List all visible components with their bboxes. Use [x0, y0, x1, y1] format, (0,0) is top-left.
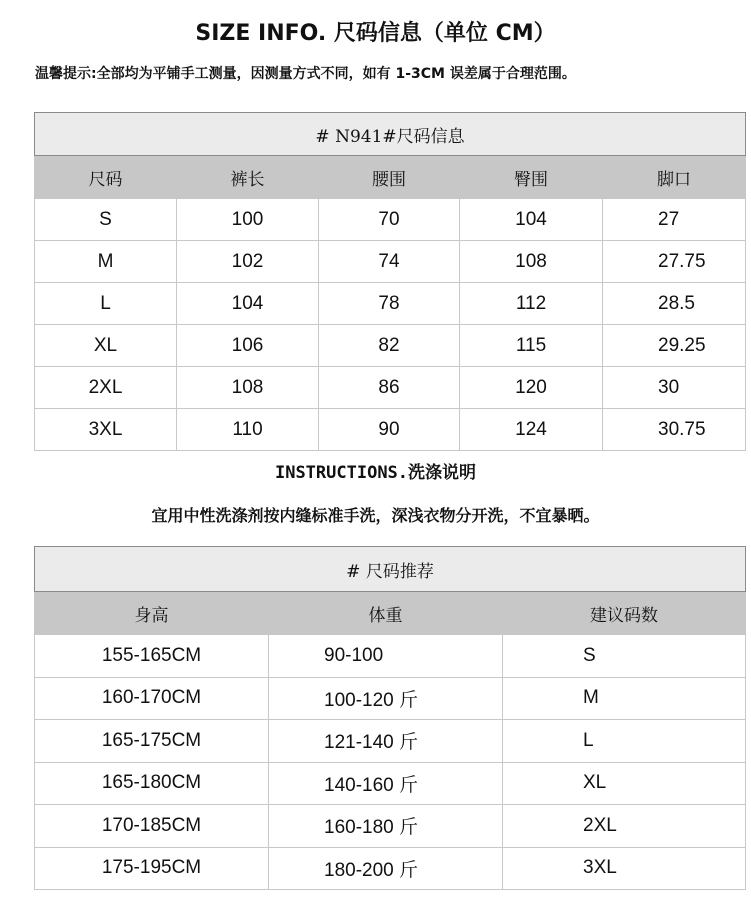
weight-cell: 160-180 斤 [269, 805, 503, 848]
size-cell: XL [35, 325, 177, 367]
leg-opening-cell: 27 [603, 199, 746, 241]
header-size: 尺码 [35, 156, 177, 199]
table-row [35, 241, 746, 283]
height-cell: 160-170CM [35, 677, 269, 720]
height-cell: 175-195CM [35, 847, 269, 890]
header-leg-opening: 脚口 [603, 156, 746, 199]
hip-cell: 115 [460, 325, 603, 367]
leg-opening-cell: 27.75 [603, 241, 746, 283]
waist-cell: 86 [319, 367, 460, 409]
header-hip: 臀围 [460, 156, 603, 199]
height-cell: 165-175CM [35, 720, 269, 763]
weight-cell: 100-120 斤 [269, 677, 503, 720]
leg-opening-cell: 29.25 [603, 325, 746, 367]
height-cell: 165-180CM [35, 762, 269, 805]
page-title: SIZE INFO. 尺码信息（单位 CM） [195, 21, 556, 46]
weight-cell: 180-200 斤 [269, 847, 503, 890]
waist-cell: 70 [319, 199, 460, 241]
weight-cell: 121-140 斤 [269, 720, 503, 763]
size-cell: M [35, 241, 177, 283]
size-cell: 3XL [35, 409, 177, 451]
header-recommended-size: 建议码数 [503, 592, 746, 635]
table-row [35, 409, 746, 451]
recommended-size-cell: 3XL [503, 847, 746, 890]
recommended-size-cell: M [503, 677, 746, 720]
hip-cell: 108 [460, 241, 603, 283]
table-row [35, 805, 746, 848]
hip-cell: 104 [460, 199, 603, 241]
instructions-text: 宜用中性洗涤剂按内缝标准手洗，深浅衣物分开洗，不宜暴晒。 [151, 506, 600, 525]
table-row [35, 367, 746, 409]
weight-cell: 140-160 斤 [269, 762, 503, 805]
waist-cell: 78 [319, 283, 460, 325]
length-cell: 104 [177, 283, 319, 325]
size-info-table [34, 112, 746, 451]
table-row [35, 635, 746, 678]
recommended-size-cell: L [503, 720, 746, 763]
height-cell: 170-185CM [35, 805, 269, 848]
length-cell: 110 [177, 409, 319, 451]
table-row [35, 283, 746, 325]
recommended-size-cell: XL [503, 762, 746, 805]
size-recommendation-table [34, 546, 746, 890]
instructions-title: INSTRUCTIONS.洗涤说明 [274, 463, 477, 483]
size-cell: S [35, 199, 177, 241]
length-cell: 100 [177, 199, 319, 241]
hip-cell: 112 [460, 283, 603, 325]
table-row [35, 199, 746, 241]
size-cell: L [35, 283, 177, 325]
height-cell: 155-165CM [35, 635, 269, 678]
table-row [35, 762, 746, 805]
recommended-size-cell: 2XL [503, 805, 746, 848]
table-row [35, 847, 746, 890]
waist-cell: 74 [319, 241, 460, 283]
size-table-caption: # N941#尺码信息 [35, 113, 746, 156]
leg-opening-cell: 28.5 [603, 283, 746, 325]
weight-cell: 90-100 [269, 635, 503, 678]
waist-cell: 90 [319, 409, 460, 451]
length-cell: 108 [177, 367, 319, 409]
table-row [35, 325, 746, 367]
hip-cell: 124 [460, 409, 603, 451]
measurement-notice: 温馨提示:全部均为平铺手工测量，因测量方式不同，如有 1-3CM 误差属于合理范围。 [35, 66, 576, 82]
table-row [35, 677, 746, 720]
size-cell: 2XL [35, 367, 177, 409]
length-cell: 106 [177, 325, 319, 367]
waist-cell: 82 [319, 325, 460, 367]
length-cell: 102 [177, 241, 319, 283]
header-waist: 腰围 [319, 156, 460, 199]
header-length: 裤长 [177, 156, 319, 199]
recommend-table-caption: # 尺码推荐 [35, 547, 746, 592]
leg-opening-cell: 30.75 [603, 409, 746, 451]
header-weight: 体重 [269, 592, 503, 635]
table-row [35, 720, 746, 763]
hip-cell: 120 [460, 367, 603, 409]
header-height: 身高 [35, 592, 269, 635]
recommended-size-cell: S [503, 635, 746, 678]
leg-opening-cell: 30 [603, 367, 746, 409]
